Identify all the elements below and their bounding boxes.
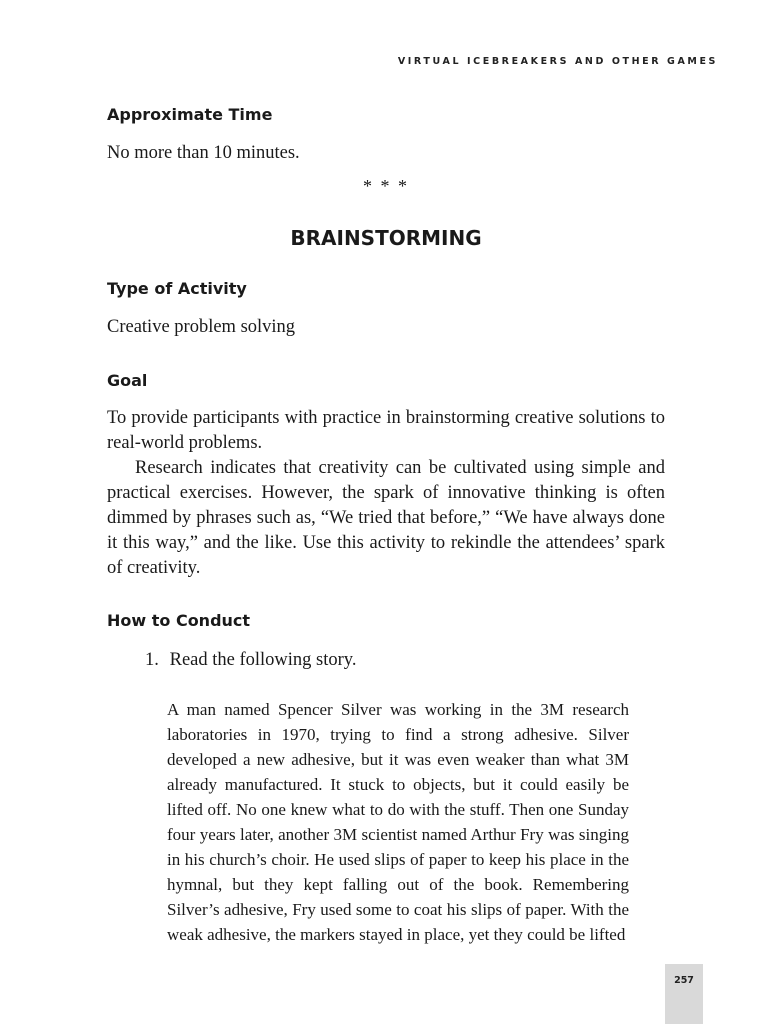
approximate-time-heading: Approximate Time — [107, 105, 273, 124]
type-of-activity-heading: Type of Activity — [107, 279, 247, 298]
goal-heading: Goal — [107, 371, 148, 390]
step-1 — [145, 648, 356, 673]
how-to-conduct-heading: How to Conduct — [107, 611, 251, 630]
step-text: Read the following story. — [169, 650, 357, 670]
page-number: 257 — [674, 975, 694, 986]
type-of-activity-text: Creative problem solving — [107, 317, 296, 337]
goal-paragraph-1: To provide participants with practice in brainstorming creative solutions to real-world problems. — [107, 408, 665, 453]
activity-title: BRAINSTORMING — [290, 226, 482, 250]
approximate-time-text: No more than 10 minutes. — [107, 143, 300, 163]
page-number-tab — [665, 964, 703, 1024]
running-header: VIRTUAL ICEBREAKERS AND OTHER GAMES — [397, 56, 718, 67]
goal-paragraph-2: Research indicates that creativity can be cultivated using simple and practical exercises. However, the spark of innovative thinking is often dimmed by phrases such as, “We tried that before,” “We have always done it this way,” and the like. Use this activity to rekindle the attendees’ spark of creativity. — [107, 458, 665, 578]
section-separator: * * * — [363, 176, 409, 196]
story-text: A man named Spencer Silver was working in the 3M research laboratories in 1970, trying to find a strong adhesive. Silver developed a new adhesive, but it was even weaker than what 3M already manufactured. It stuck to objects, but it could easily be lifted off. No one knew what to do with the stuff. Then one Sunday four years later, another 3M scientist named Arthur Fry was singing in his church’s choir. He used slips of paper to keep his place in the hymnal, but they kept falling out of the book. Remembering Silver’s adhesive, Fry used some to coat his slips of paper. With the weak adhesive, the markers stayed in place, yet they could be lifted — [167, 700, 629, 944]
step-number: 1. — [145, 650, 159, 670]
